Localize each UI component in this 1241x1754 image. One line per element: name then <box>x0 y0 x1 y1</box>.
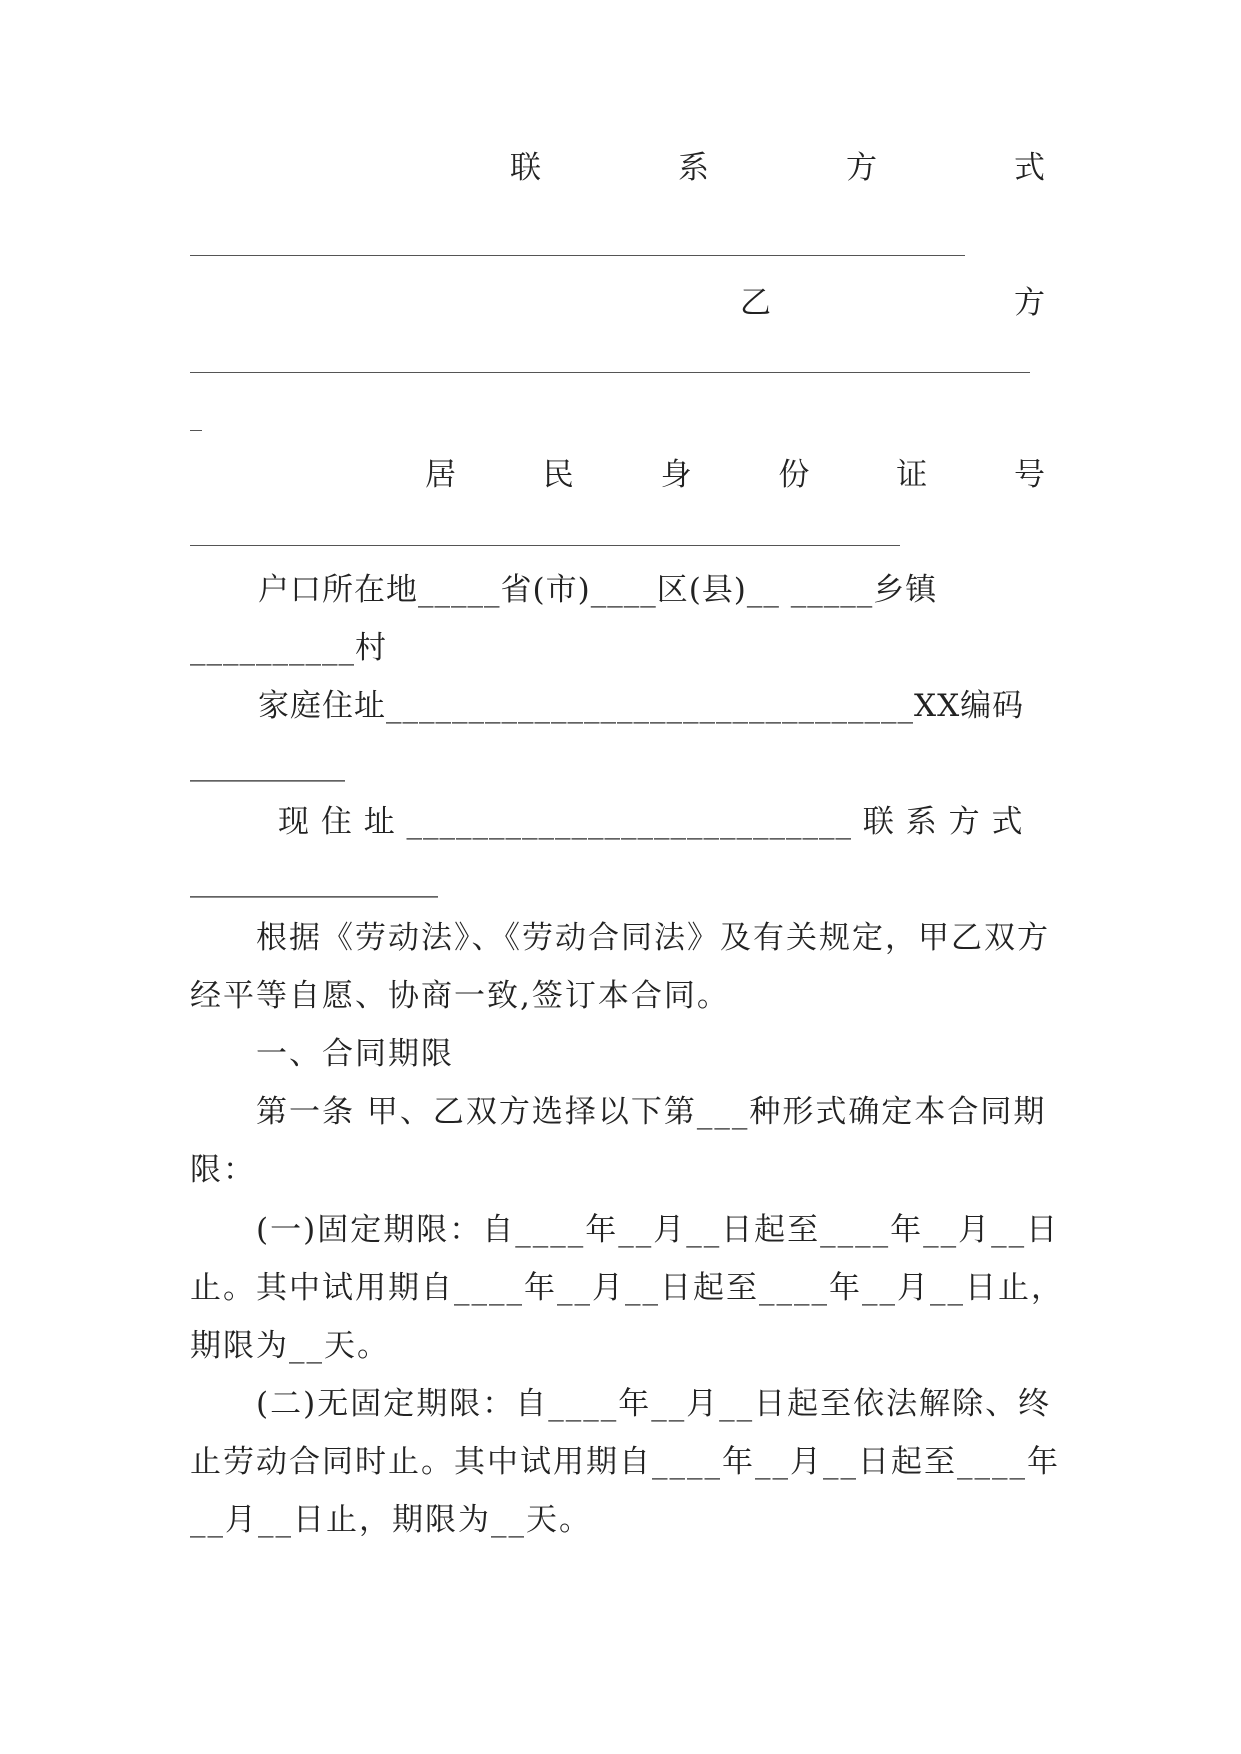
fixed-term-line: (一)固定期限：自____年__月__日起至____年__月__日 <box>256 1212 1060 1248</box>
open-term-line: __月__日止，期限为__天。 <box>190 1502 592 1538</box>
fixed-term-line: 止。其中试用期自____年__月__日起至____年__月__日止， <box>190 1270 1064 1306</box>
id-char: 份 <box>778 457 810 493</box>
contact-char: 系 <box>678 150 709 186</box>
section-title: 一、合同期限 <box>256 1036 454 1072</box>
household-line-cont: __________村 <box>190 630 387 666</box>
party-b-char: 方 <box>1014 285 1045 321</box>
home-address-line-cont: __________ <box>190 746 345 782</box>
contact-char: 联 <box>510 150 541 186</box>
current-address-line-cont: ________________ <box>190 862 438 898</box>
intro-paragraph-line: 经平等自愿、协商一致,签订本合同。 <box>190 978 730 1014</box>
contact-fill-line <box>190 255 965 256</box>
id-number-fill-line <box>190 545 900 546</box>
intro-paragraph-line: 根据《劳动法》、《劳动合同法》及有关规定，甲乙双方 <box>256 920 1050 956</box>
id-number-heading <box>425 455 1045 495</box>
party-b-fill-line <box>190 372 1030 373</box>
open-term-line: 止劳动合同时止。其中试用期自____年__月__日起至____年 <box>190 1444 1060 1480</box>
household-line: 户口所在地_____省(市)____区(县)__ _____乡镇 <box>258 572 938 608</box>
article-line: 第一条 甲、乙双方选择以下第___种形式确定本合同期 <box>256 1094 1047 1130</box>
contact-heading <box>510 148 1045 188</box>
contact-char: 式 <box>1014 150 1045 186</box>
current-address-line: 现 住 址 ___________________________ 联 系 方 式 <box>278 804 1024 840</box>
open-term-line: (二)无固定期限：自____年__月__日起至依法解除、终 <box>256 1386 1052 1422</box>
id-char: 号 <box>1013 457 1045 493</box>
article-line: 限： <box>190 1152 256 1188</box>
contact-char: 方 <box>846 150 877 186</box>
id-char: 证 <box>896 457 928 493</box>
party-b-heading <box>740 283 1045 323</box>
party-b-fill-stub <box>190 430 202 431</box>
id-char: 居 <box>425 457 456 493</box>
home-address-line: 家庭住址________________________________XX编码 <box>258 688 1025 724</box>
id-char: 身 <box>660 457 692 493</box>
party-b-char: 乙 <box>740 285 771 321</box>
id-char: 民 <box>542 457 574 493</box>
fixed-term-line: 期限为__天。 <box>190 1328 390 1364</box>
